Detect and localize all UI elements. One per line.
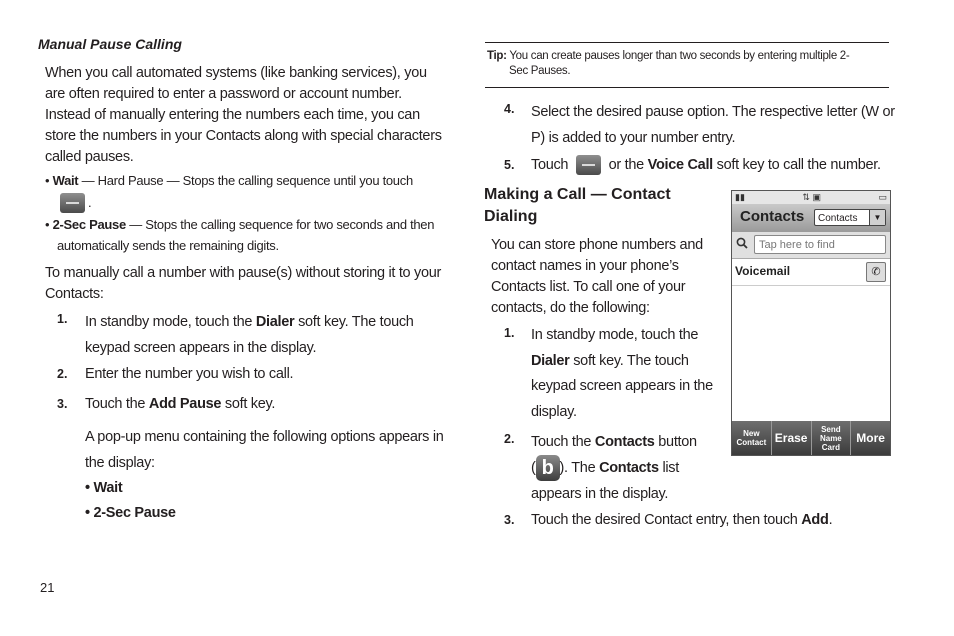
contact-step-3: Touch the desired Contact entry, then touch Add. bbox=[531, 512, 833, 528]
signal-icon: ▮▮ bbox=[735, 192, 745, 202]
contact-step-2: Touch the Contacts button ( b ). The Contacts list appears in the display. bbox=[531, 434, 697, 503]
step-3: Touch the Add Pause soft key. bbox=[85, 396, 276, 412]
bullet-wait: • Wait — Hard Pause — Stops the calling sequence until you touch bbox=[45, 173, 413, 188]
step-number: 3. bbox=[57, 397, 68, 411]
search-input[interactable]: Tap here to find bbox=[754, 235, 886, 254]
contacts-icon: b bbox=[536, 455, 560, 481]
tip-box: Tip: You can create pauses longer than two seconds by entering multiple 2- Sec Pauses. bbox=[487, 50, 850, 77]
bullet-2sec-cont: automatically sends the remaining digits. bbox=[57, 238, 279, 253]
option-2sec: • 2-Sec Pause bbox=[85, 505, 176, 521]
chevron-down-icon: ▼ bbox=[869, 210, 885, 225]
send-name-card-button[interactable]: Send Name Card bbox=[812, 421, 852, 455]
list-item[interactable]: Voicemail ✆ bbox=[732, 259, 890, 286]
section-title-manual-pause: Manual Pause Calling bbox=[38, 36, 182, 52]
manual-paragraph: To manually call a number with pause(s) without storing it to your Contacts: bbox=[45, 265, 442, 302]
contacts-dropdown[interactable]: Contacts ▼ bbox=[814, 209, 886, 226]
phone-title: Contacts bbox=[740, 208, 805, 225]
step-number: 3. bbox=[504, 513, 515, 527]
phone-icon[interactable]: ✆ bbox=[866, 262, 886, 282]
tip-top-rule bbox=[485, 42, 889, 43]
step-2: Enter the number you wish to call. bbox=[85, 366, 294, 382]
step-number: 5. bbox=[504, 158, 515, 172]
search-row bbox=[732, 232, 890, 259]
title-bar bbox=[732, 204, 890, 232]
status-bar bbox=[732, 191, 890, 204]
more-button[interactable]: More bbox=[856, 430, 885, 445]
step-5: Touch or the Voice Call soft key to call the number. bbox=[531, 155, 881, 176]
phone-screenshot bbox=[731, 190, 891, 456]
popup-text: A pop-up menu containing the following options appears in the display: bbox=[85, 429, 444, 471]
section-title-contact-dialing: Making a Call — Contact Dialing bbox=[484, 186, 671, 225]
step-4: Select the desired pause option. The respective letter (W or P) is added to your number entry. bbox=[531, 104, 895, 146]
step-number: 1. bbox=[57, 312, 68, 326]
erase-button[interactable]: Erase bbox=[772, 421, 812, 455]
contact-step-1: In standby mode, touch the Dialer soft key. The touch keypad screen appears in the display. bbox=[531, 327, 713, 420]
contact-intro: You can store phone numbers and contact names in your phone’s Contacts list. To call one of your contacts, do the following: bbox=[491, 237, 703, 316]
step-number: 2. bbox=[57, 367, 68, 381]
search-icon bbox=[736, 237, 748, 249]
option-wait: • Wait bbox=[85, 480, 123, 496]
battery-icon: ▭ bbox=[878, 192, 887, 202]
softkey-bar bbox=[732, 421, 890, 455]
step-number: 4. bbox=[504, 102, 515, 116]
new-contact-button[interactable]: New Contact bbox=[732, 421, 772, 455]
intro-paragraph: When you call automated systems (like banking services), you are often required to enter a password or account number. Instead of manually entering the numbers each time, you can store the numbers in your Contacts along with special characters called pauses. bbox=[45, 65, 442, 165]
softkey-icon: . bbox=[60, 192, 92, 213]
network-icon: ⇅ ▣ bbox=[802, 192, 821, 202]
step-number: 1. bbox=[504, 326, 515, 340]
step-1: In standby mode, touch the Dialer soft key. The touch keypad screen appears in the display. bbox=[85, 314, 414, 356]
step-number: 2. bbox=[504, 432, 515, 446]
bullet-2sec: • 2-Sec Pause — Stops the calling sequence for two seconds and then bbox=[45, 217, 435, 232]
tip-bottom-rule bbox=[485, 87, 889, 88]
page-number: 21 bbox=[40, 580, 55, 595]
softkey-icon bbox=[576, 155, 601, 175]
